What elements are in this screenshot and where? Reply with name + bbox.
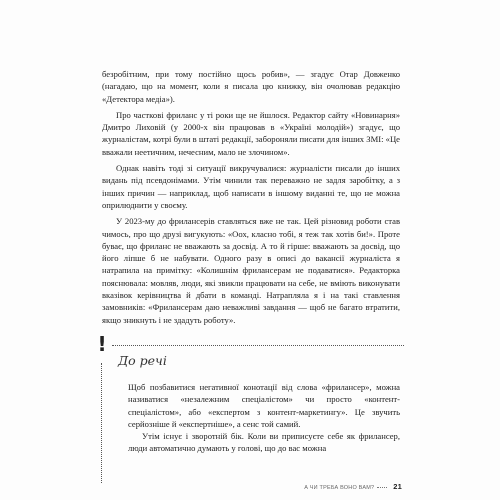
sidebar-paragraph: Утім існує і зворотній бік. Коли ви приписуєте себе як фрилансер, люди автоматично думають у голові, що до вас можна — [128, 431, 400, 454]
page-footer — [282, 482, 402, 492]
dotted-vertical-rule — [101, 363, 102, 483]
sidebar-text — [128, 381, 400, 455]
running-title: А ЧИ ТРЕБА ВОНО ВАМ? — [304, 485, 375, 491]
sidebar-paragraph: Щоб позбавитися негативної конотації від слова «фрилансер», можна називатися «незалежним спеціалістом» чи просто «контент-спеціалістом», або «експертом з контент-маркетингу». Це звучить серйозніше й «експертніше», а сенс той самий. — [128, 382, 400, 429]
dotted-divider — [112, 345, 404, 346]
main-text — [102, 68, 400, 326]
footer-rule — [377, 487, 387, 488]
sidebar-box — [96, 333, 406, 483]
page-number: 21 — [393, 482, 402, 491]
exclamation-icon: ! — [97, 332, 107, 356]
sidebar-heading: До речі — [118, 353, 167, 368]
paragraph: безробітним, при тому постійно щось робив», — згадує Отар Довженко (нагадаю, що на момент, коли я писала цю книжку, він очолював редакцію «Детектора медіа»). — [102, 69, 400, 104]
paragraph: Однак навіть тоді зі ситуації викручувалися: журналісти писали до інших видань під псевдонімами. Утім чинили так переважно не задля заробітку, а з інших причин — наприклад, щоб написати в іншому виданні те, що не можна оприлюднити у своєму. — [102, 163, 400, 210]
paragraph: У 2023-му до фрилансерів ставляться вже не так. Цей різновид роботи став чимось, про що друзі вигукують: «Оох, класно тобі, я теж так хотів би!». Проте буває, що фриланс не вважають за досвід. А то й гірше: вважають за досвід, що його ліпше б не набувати. Одного разу в описі до вакансії журналіста я натрапила на примітку: «Колишнім фрилансерам не подаватися». Редакторка пояснювала: мовляв, люди, які звикли працювати на себе, не вміють виконувати вказівок керівництва й дбати в команді. Натрапляла я і на такі ставлення замовників: «Фрилансерам даю неважливі завдання — щоб не багато втратити, якщо зникнуть і не здадуть роботу». — [102, 216, 400, 325]
paragraph: Про часткові фриланс у ті роки ще не йшлося. Редактор сайту «Новинарня» Дмитро Лиховій (у 2000-х він працював в «Україні молодій») згадує, що журналістам, котрі були в штаті редакції, забороняли писати для інших ЗМІ: «Це вважали неетичним, нечесним, мало не злочином». — [102, 109, 400, 157]
